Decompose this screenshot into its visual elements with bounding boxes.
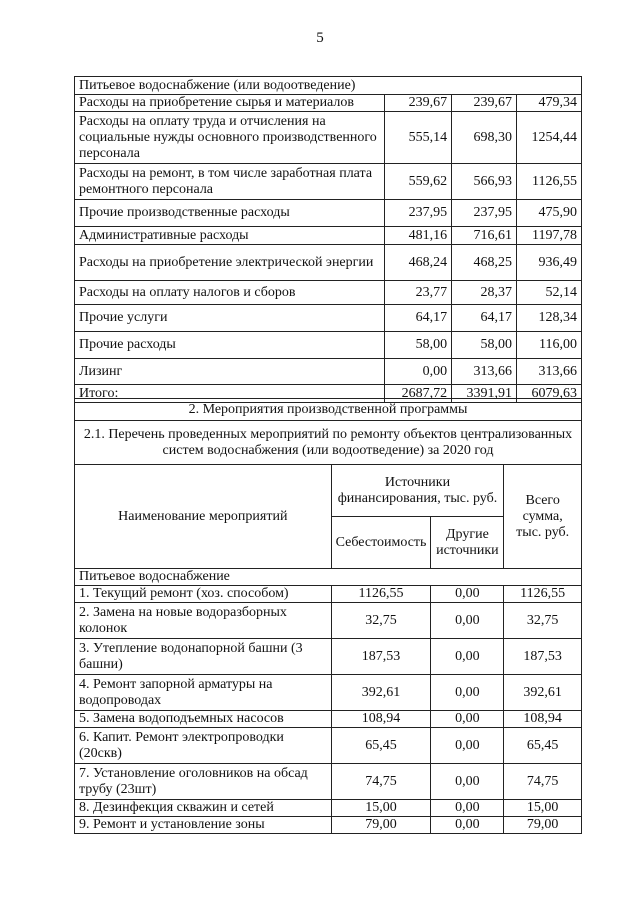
cost-name: Административные расходы xyxy=(75,227,385,245)
measure-row xyxy=(75,639,582,675)
measure-total: 65,45 xyxy=(504,728,582,764)
section-header: Питьевое водоснабжение (или водоотведение) xyxy=(75,77,582,95)
measure-cost: 1126,55 xyxy=(331,586,431,603)
measure-cost: 392,61 xyxy=(331,675,431,711)
cost-value-total: 475,90 xyxy=(517,200,582,227)
measure-total: 15,00 xyxy=(504,800,582,817)
cost-value-2: 3391,91 xyxy=(452,385,517,403)
cost-row xyxy=(75,112,582,164)
cost-value-1: 0,00 xyxy=(385,359,452,385)
measure-name: 1. Текущий ремонт (хоз. способом) xyxy=(75,586,332,603)
measure-other: 0,00 xyxy=(431,817,504,834)
cost-value-2: 566,93 xyxy=(452,164,517,200)
measure-name: 2. Замена на новые водоразборных колонок xyxy=(75,603,332,639)
cost-row xyxy=(75,332,582,359)
measure-other: 0,00 xyxy=(431,586,504,603)
measure-name: 3. Утепление водонапорной башни (3 башни) xyxy=(75,639,332,675)
measure-name: 7. Установление оголовников на обсад трубу (23шт) xyxy=(75,764,332,800)
cost-value-2: 58,00 xyxy=(452,332,517,359)
costs-table xyxy=(74,76,582,403)
cost-name: Прочие расходы xyxy=(75,332,385,359)
measure-name: 8. Дезинфекция скважин и сетей xyxy=(75,800,332,817)
measure-cost: 65,45 xyxy=(331,728,431,764)
cost-value-total: 116,00 xyxy=(517,332,582,359)
cost-value-1: 481,16 xyxy=(385,227,452,245)
cost-value-2: 716,61 xyxy=(452,227,517,245)
cost-name: Лизинг xyxy=(75,359,385,385)
cost-value-1: 23,77 xyxy=(385,281,452,305)
cost-value-total: 313,66 xyxy=(517,359,582,385)
measure-name: 9. Ремонт и установление зоны xyxy=(75,817,332,834)
section2-title: 2. Мероприятия производственной программы xyxy=(75,399,582,421)
measure-other: 0,00 xyxy=(431,728,504,764)
measure-row xyxy=(75,586,582,603)
header-total: Всего сумма, тыс. руб. xyxy=(504,465,582,569)
header-other: Другие источники xyxy=(431,517,504,569)
measure-other: 0,00 xyxy=(431,675,504,711)
cost-value-1: 468,24 xyxy=(385,245,452,281)
measure-total: 187,53 xyxy=(504,639,582,675)
cost-value-1: 2687,72 xyxy=(385,385,452,403)
cost-value-1: 58,00 xyxy=(385,332,452,359)
cost-value-total: 1254,44 xyxy=(517,112,582,164)
measure-cost: 74,75 xyxy=(331,764,431,800)
cost-value-total: 6079,63 xyxy=(517,385,582,403)
header-sources: Источники финансирования, тыс. руб. xyxy=(331,465,504,517)
cost-value-2: 237,95 xyxy=(452,200,517,227)
measure-row xyxy=(75,675,582,711)
measure-name: 5. Замена водоподъемных насосов xyxy=(75,711,332,728)
cost-row xyxy=(75,95,582,112)
subsection-title: 2.1. Перечень проведенных мероприятий по ремонту объектов централизованных систем водоснабжения (или водоотведение) за 2020 год xyxy=(75,421,582,465)
cost-name: Итого: xyxy=(75,385,385,403)
cost-row xyxy=(75,227,582,245)
measure-cost: 187,53 xyxy=(331,639,431,675)
measures-section: Питьевое водоснабжение xyxy=(75,569,582,586)
measure-cost: 108,94 xyxy=(331,711,431,728)
cost-value-total: 52,14 xyxy=(517,281,582,305)
cost-value-1: 555,14 xyxy=(385,112,452,164)
measure-total: 392,61 xyxy=(504,675,582,711)
cost-name: Расходы на оплату налогов и сборов xyxy=(75,281,385,305)
section-titles-table xyxy=(74,398,582,465)
measure-total: 74,75 xyxy=(504,764,582,800)
cost-row xyxy=(75,281,582,305)
measure-cost: 32,75 xyxy=(331,603,431,639)
measures-table xyxy=(74,464,582,834)
cost-value-total: 128,34 xyxy=(517,305,582,332)
cost-row xyxy=(75,359,582,385)
cost-name: Прочие услуги xyxy=(75,305,385,332)
cost-value-2: 64,17 xyxy=(452,305,517,332)
cost-name: Расходы на оплату труда и отчисления на социальные нужды основного производственного персонала xyxy=(75,112,385,164)
measure-other: 0,00 xyxy=(431,764,504,800)
measure-total: 79,00 xyxy=(504,817,582,834)
cost-row xyxy=(75,305,582,332)
cost-value-total: 936,49 xyxy=(517,245,582,281)
cost-value-1: 239,67 xyxy=(385,95,452,112)
cost-value-1: 237,95 xyxy=(385,200,452,227)
measure-cost: 15,00 xyxy=(331,800,431,817)
cost-value-2: 28,37 xyxy=(452,281,517,305)
measure-total: 32,75 xyxy=(504,603,582,639)
header-name: Наименование мероприятий xyxy=(75,465,332,569)
cost-row xyxy=(75,200,582,227)
measure-row xyxy=(75,817,582,834)
measure-other: 0,00 xyxy=(431,603,504,639)
cost-value-2: 313,66 xyxy=(452,359,517,385)
cost-name: Расходы на приобретение электрической энергии xyxy=(75,245,385,281)
cost-value-total: 479,34 xyxy=(517,95,582,112)
page-number: 5 xyxy=(316,30,324,46)
cost-value-1: 64,17 xyxy=(385,305,452,332)
measure-total: 1126,55 xyxy=(504,586,582,603)
cost-name: Расходы на приобретение сырья и материалов xyxy=(75,95,385,112)
cost-row xyxy=(75,164,582,200)
measure-other: 0,00 xyxy=(431,711,504,728)
measure-other: 0,00 xyxy=(431,800,504,817)
cost-row xyxy=(75,245,582,281)
measure-other: 0,00 xyxy=(431,639,504,675)
cost-value-2: 698,30 xyxy=(452,112,517,164)
measure-row xyxy=(75,764,582,800)
measure-total: 108,94 xyxy=(504,711,582,728)
cost-value-1: 559,62 xyxy=(385,164,452,200)
measure-row xyxy=(75,603,582,639)
measure-row xyxy=(75,800,582,817)
header-cost: Себестоимость xyxy=(331,517,431,569)
cost-value-2: 468,25 xyxy=(452,245,517,281)
cost-name: Расходы на ремонт, в том числе заработная плата ремонтного персонала xyxy=(75,164,385,200)
cost-value-2: 239,67 xyxy=(452,95,517,112)
cost-value-total: 1197,78 xyxy=(517,227,582,245)
measure-row xyxy=(75,711,582,728)
measure-cost: 79,00 xyxy=(331,817,431,834)
cost-value-total: 1126,55 xyxy=(517,164,582,200)
measure-row xyxy=(75,728,582,764)
measure-name: 4. Ремонт запорной арматуры на водопроводах xyxy=(75,675,332,711)
measure-name: 6. Капит. Ремонт электропроводки (20скв) xyxy=(75,728,332,764)
cost-name: Прочие производственные расходы xyxy=(75,200,385,227)
